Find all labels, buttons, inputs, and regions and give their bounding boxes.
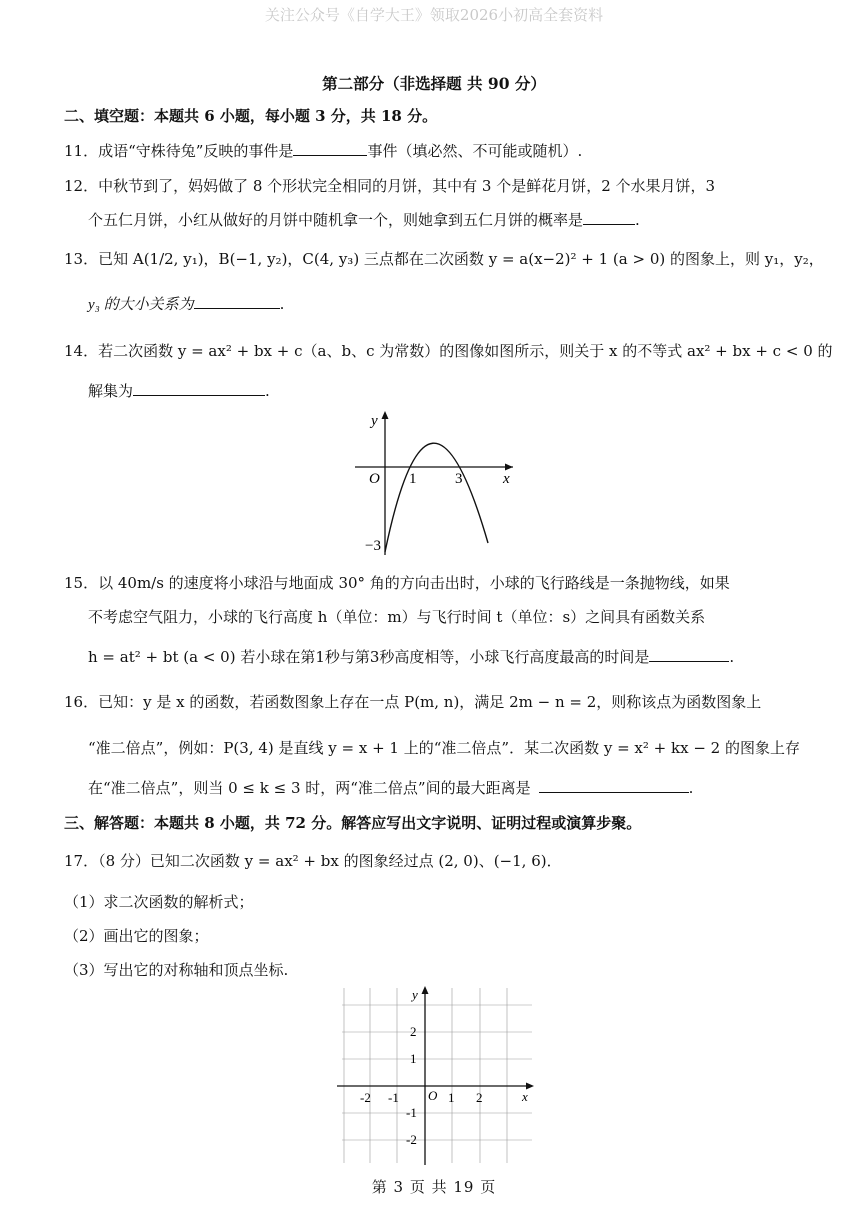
part3-header: 三、解答题：本题共 8 小题，共 72 分。解答应写出文字说明、证明过程或演算步聚。 — [64, 814, 642, 832]
y-tick-2: 2 — [410, 1024, 417, 1039]
q17-sub3: （3）写出它的对称轴和顶点坐标. — [64, 961, 289, 979]
y-tick-neg2: -2 — [406, 1132, 417, 1147]
y-axis-label: y — [412, 987, 418, 1002]
q14-text: 解集为 — [88, 382, 134, 400]
q13-period: . — [279, 295, 285, 313]
tick-label-3: 3 — [455, 471, 463, 487]
tick-label-1: 1 — [409, 471, 417, 487]
page-footer: 第 3 页 共 19 页 — [371, 1178, 497, 1196]
q14-line1: 14．若二次函数 y = ax² + bx + c（a、b、c 为常数）的图像如图所示，则关于 x 的不等式 ax² + bx + c < 0 的 — [64, 342, 833, 360]
q15-line1: 15．以 40m/s 的速度将小球沿与地面成 30° 角的方向击出时，小球的飞行路线是一条抛物线，如果 — [64, 574, 730, 592]
part2-header: 二、填空题：本题共 6 小题，每小题 3 分，共 18 分。 — [64, 107, 438, 125]
q17-line1: 17．（8 分）已知二次函数 y = ax² + bx 的图象经过点 (2, 0)、(−1, 6)． — [64, 852, 562, 870]
q17-sub2: （2）画出它的图象； — [64, 927, 209, 945]
q15-line2: 不考虑空气阻力，小球的飞行高度 h（单位：m）与飞行时间 t（单位：s）之间具有函数关系 — [88, 608, 706, 626]
x-tick-neg1: -1 — [388, 1090, 399, 1105]
q14-line2 — [88, 380, 270, 401]
question-11 — [64, 140, 582, 161]
watermark: 关注公众号《自学大王》领取2026小初高全套资料 — [264, 6, 604, 24]
q14-parabola-figure — [345, 405, 525, 565]
y-axis-arrow — [422, 986, 429, 994]
q12-line1: 12．中秋节到了，妈妈做了 8 个形状完全相同的月饼，其中有 3 个是鲜花月饼，2 个水果月饼，3 — [64, 177, 716, 195]
y-axis-arrow — [382, 411, 389, 419]
q12-period: . — [635, 211, 640, 229]
q14-answer-blank — [133, 381, 265, 396]
q13-line2 — [88, 293, 284, 314]
origin-label: O — [428, 1088, 438, 1103]
x-tick-1: 1 — [448, 1090, 455, 1105]
q12-line2 — [88, 209, 640, 230]
q12-answer-blank — [583, 210, 635, 225]
y-tick-neg1: -1 — [406, 1105, 417, 1120]
q11-text-a: 11．成语“守株待兔”反映的事件是 — [64, 142, 294, 160]
q11-answer-blank — [293, 141, 367, 156]
y-tick-1: 1 — [410, 1051, 417, 1066]
q16-period: . — [688, 779, 694, 797]
x-tick-2: 2 — [476, 1090, 483, 1105]
q16-answer-blank — [539, 778, 689, 793]
q15-answer-blank — [649, 647, 729, 662]
q14-period: . — [265, 382, 270, 400]
q16-text: 在“准二倍点”，则当 0 ≤ k ≤ 3 时，两“准二倍点”间的最大距离是 — [88, 779, 531, 797]
q15-line3 — [88, 646, 734, 667]
q13-line1: 13．已知 A(1/2, y₁)，B(−1, y₂)，C(4, y₃) 三点都在二次函数 y = a(x−2)² + 1 (a > 0) 的图象上，则 y₁，y₂， — [64, 250, 824, 268]
origin-label: O — [369, 471, 380, 487]
q16-line3 — [88, 777, 693, 798]
q17-coordinate-grid — [332, 983, 542, 1168]
section-title: 第二部分（非选择题 共 90 分） — [322, 74, 546, 93]
x-axis-arrow — [505, 464, 513, 471]
x-axis-label: x — [522, 1089, 528, 1104]
parabola-curve — [385, 443, 488, 552]
q11-text-b: 事件（填必然、不可能或随机）. — [367, 142, 583, 160]
q17-sub1: （1）求二次函数的解析式； — [64, 893, 254, 911]
y-axis-label: y — [371, 413, 378, 429]
q12-text: 个五仁月饼，小红从做好的月饼中随机拿一个，则她拿到五仁月饼的概率是 — [88, 211, 584, 229]
q15-text: h = at² + bt (a < 0) 若小球在第1秒与第3秒高度相等，小球飞行高度最高的时间是 — [88, 648, 650, 666]
q15-period: . — [729, 648, 735, 666]
q16-line1: 16．已知：y 是 x 的函数，若函数图象上存在一点 P(m, n)，满足 2m − n = 2，则称该点为函数图象上 — [64, 693, 762, 711]
x-tick-neg2: -2 — [360, 1090, 371, 1105]
grid-lines — [342, 988, 532, 1163]
q13-answer-blank — [194, 294, 280, 309]
tick-label-neg3: −3 — [365, 538, 381, 554]
q13-text: y₃ 的大小关系为 — [88, 297, 194, 313]
q16-line2: “准二倍点”，例如：P(3, 4) 是直线 y = x + 1 上的“准二倍点”．某二次函数 y = x² + kx − 2 的图象上存 — [88, 739, 800, 757]
x-axis-label: x — [503, 471, 510, 487]
